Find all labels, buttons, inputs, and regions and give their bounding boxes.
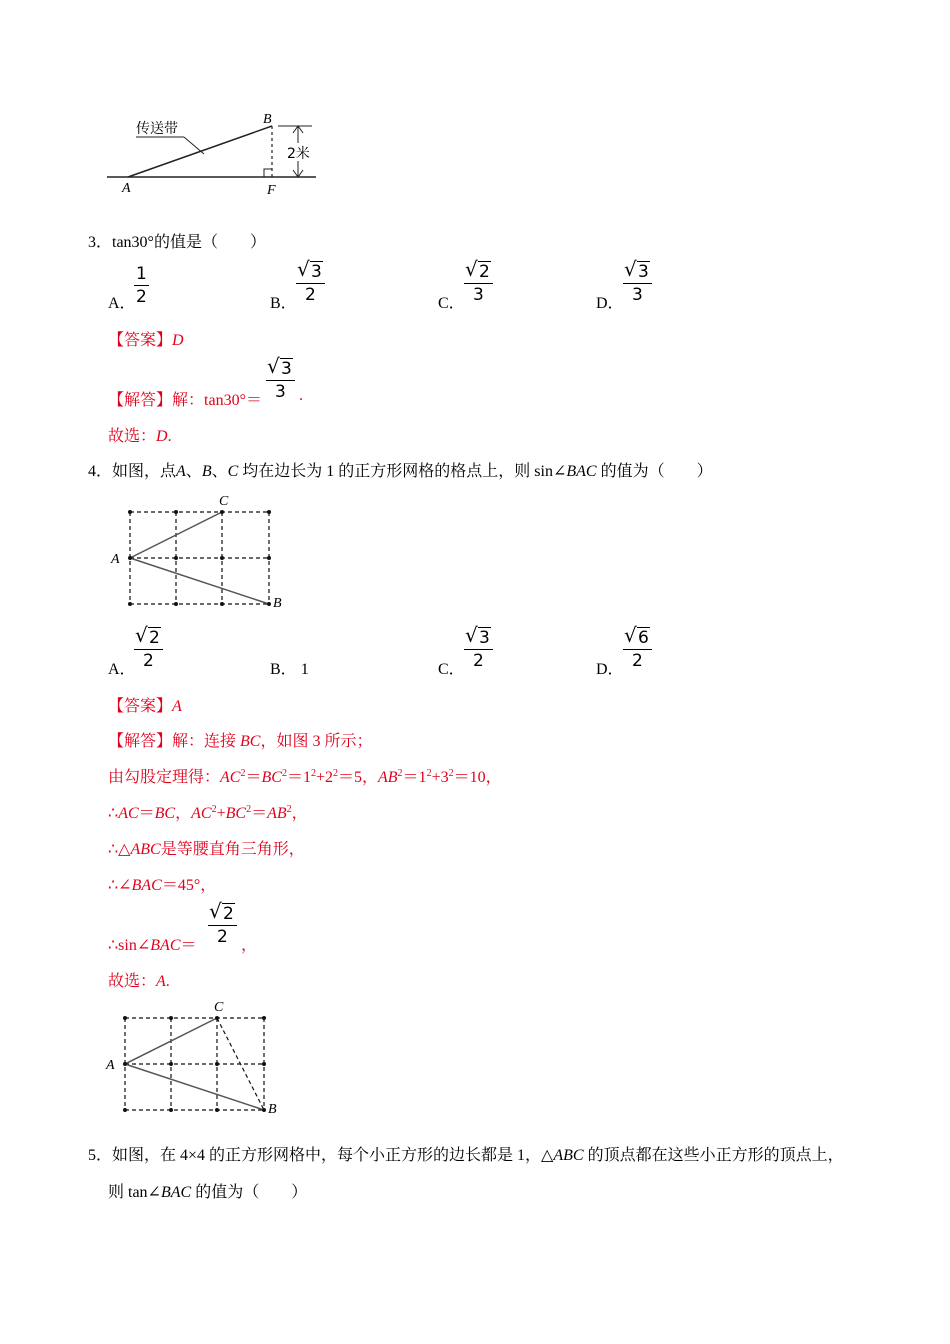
q4-analysis-line3: ∴AC＝BC，$AC^2+BC^2=AB^2$， [108,804,308,822]
height-label: 2米 [287,146,310,162]
q3-analysis-end: . [299,387,303,404]
q4-option-c-fraction: √ $\frac{3}{2}$ [464,628,493,671]
q4-option-b: B． 1 [270,661,309,678]
grid1-label-a: A [111,552,120,567]
grid2-label-a: A [106,1058,115,1073]
q3-option-b-fraction: √ $\frac{3}{2}$ [296,262,325,305]
q3-option-a-fraction: $\frac{1}{2}$ [136,264,147,307]
q4-option-d-fraction: √ $\frac{6}{2}$ [623,628,652,671]
conveyor-figure [100,108,330,200]
q4-stem: 4．如图，点A、B、C 均在边长为 1 的正方形网格的格点上，则 sin∠BAC 的值为（ ） [88,463,713,480]
q4-analysis-fraction: √ $\frac{2}{2}$ [208,904,237,947]
q3-answer: 【答案】D [108,332,184,349]
q3-stem: 3．tan30°的值是（ ） [88,234,266,251]
q4-analysis-line6-end: ， [241,937,258,954]
point-a-label: A [122,181,131,196]
q4-analysis-line2: 由勾股定理得：$AC^2=BC^2=1^2+2^2=5$，$AB^2=1^2+3^2=10$， [108,768,502,786]
q3-option-d-fraction: √ $\frac{3}{3}$ [623,262,652,305]
q4-analysis-line1: 【解答】解：连接 BC，如图 3 所示； [108,733,373,750]
q3-option-c-label: C． [438,295,465,312]
grid2-label-c: C [214,1000,224,1015]
q3-option-c-fraction: √ $\frac{2}{3}$ [464,262,493,305]
belt-label: 传送带 [136,121,178,137]
q4-figure-3 [100,996,290,1118]
q4-option-a-fraction: √ $\frac{2}{2}$ [134,628,163,671]
grid2-label-b: B [268,1102,277,1117]
q3-option-d-label: D． [596,295,624,312]
point-f-label: F [267,183,276,198]
q3-option-b-label: B． [270,295,297,312]
q4-option-d-label: D． [596,661,624,678]
q3-analysis-fraction: √ $\frac{3}{3}$ [266,359,295,402]
q5-stem-line2: 则 tan∠BAC 的值为（ ） [108,1184,308,1201]
q4-analysis-line4: ∴△ABC是等腰直角三角形， [108,841,305,858]
q4-conclusion: 故选：A. [108,973,170,990]
q5-stem-line1: 5．如图，在 4×4 的正方形网格中，每个小正方形的边长都是 1，△ABC 的顶点都在这些小正方形的顶点上， [88,1147,844,1164]
q4-answer: 【答案】A [108,698,182,715]
q4-option-a-label: A． [108,661,136,678]
q3-analysis: 【解答】解：tan30°＝ [108,392,262,409]
point-b-label: B [263,112,272,127]
q4-analysis-line6: ∴sin∠BAC＝ [108,937,197,954]
q3-option-a-label: A． [108,295,136,312]
q4-grid-figure [105,490,295,612]
q4-analysis-line5: ∴∠BAC＝45°， [108,877,217,894]
q4-option-c-label: C． [438,661,465,678]
grid1-label-b: B [273,596,282,611]
q3-conclusion: 故选：D. [108,428,172,445]
grid1-label-c: C [219,494,229,509]
